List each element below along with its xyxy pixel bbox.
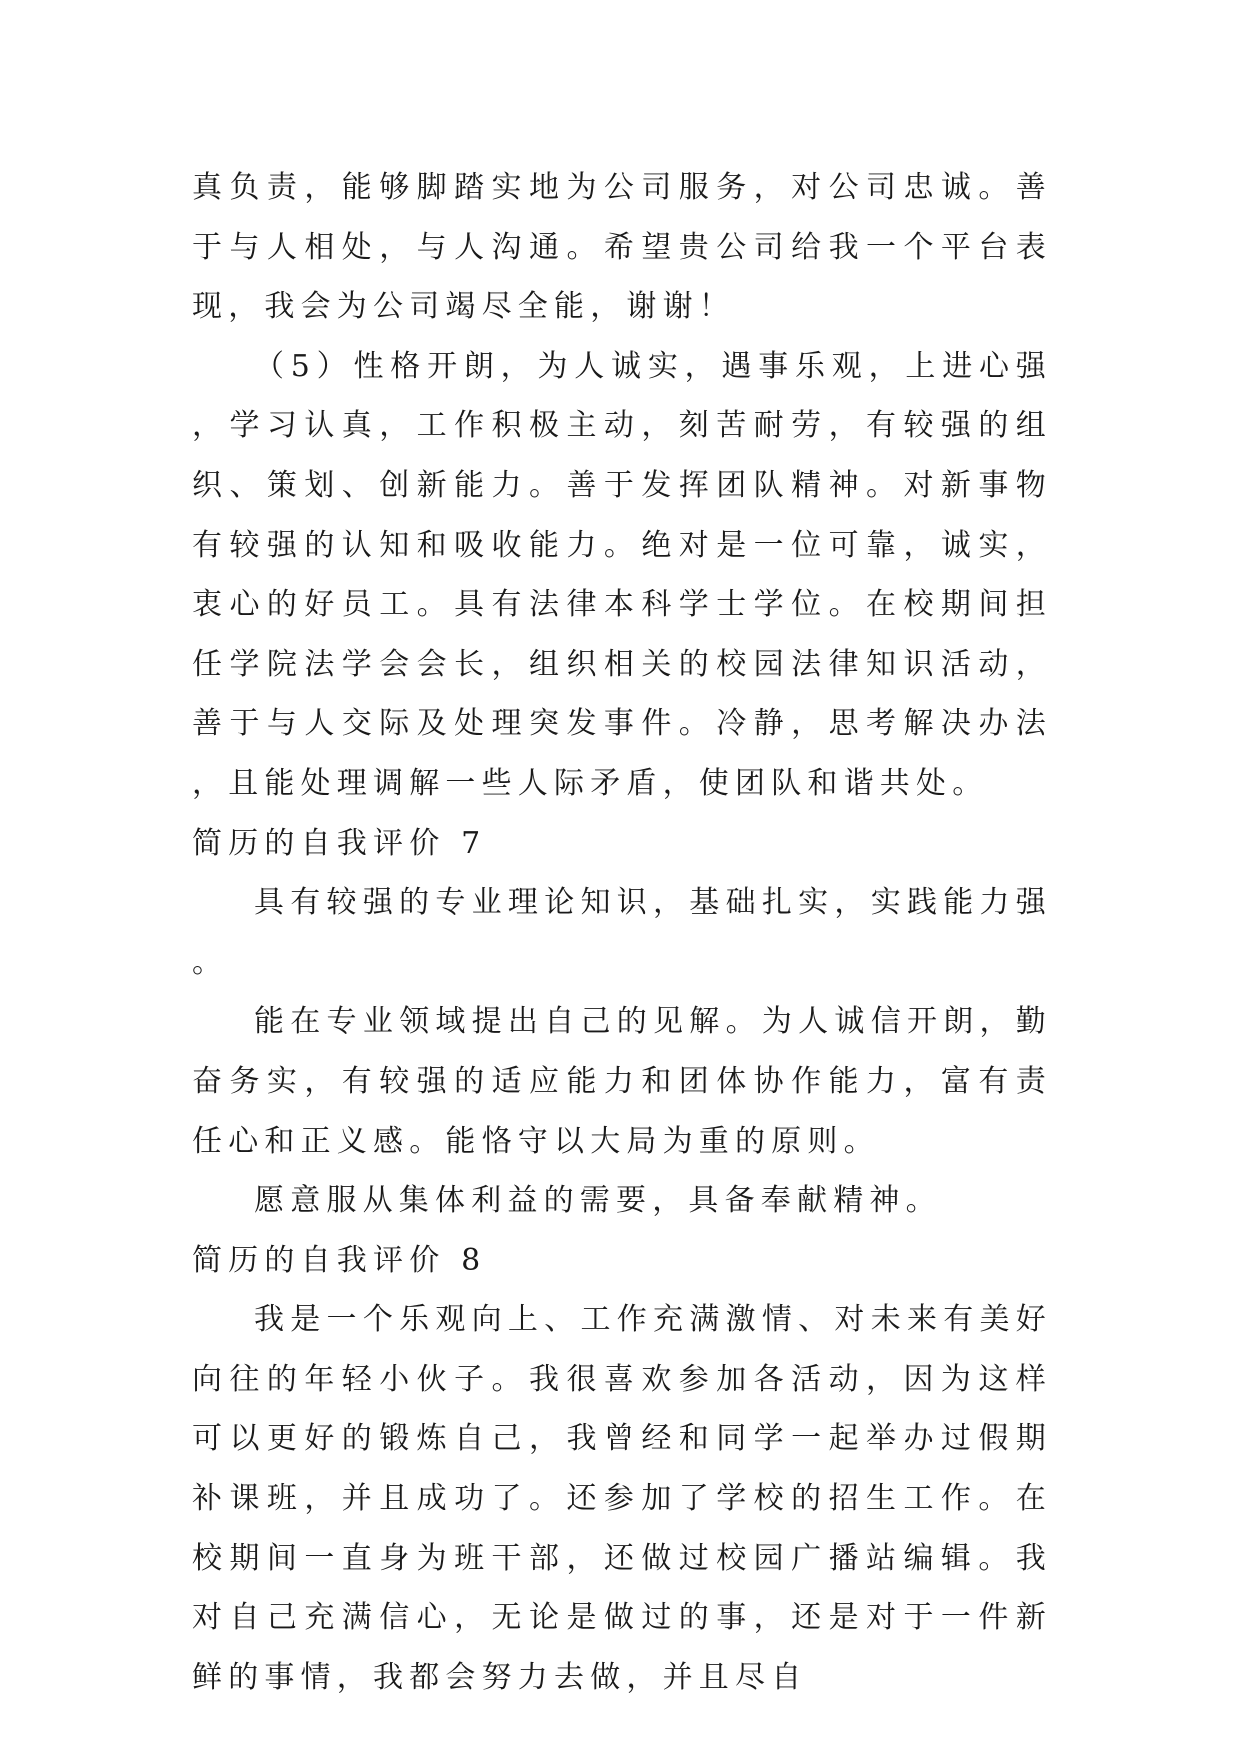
paragraph-optimistic-youth: 我是一个乐观向上、工作充满激情、对未来有美好向往的年轻小伙子。我很喜欢参加各活动，因为这样可以更好的锻炼自己，我曾经和同学一起举办过假期补课班，并且成功了。还参加了学校的招生工作。在校期间一直身为班干部，还做过校园广播站编辑。我对自己充满信心，无论是做过的事，还是对于一件新鲜的事情，我都会努力去做，并且尽自 <box>192 1302 1052 1695</box>
section-heading-self-evaluation-8: 简历的自我评价 8 <box>192 1242 487 1278</box>
document-body <box>192 158 1052 1707</box>
paragraph-continued-intro: 真负责，能够脚踏实地为公司服务，对公司忠诚。善于与人相处，与人沟通。希望贵公司给我一个平台表现，我会为公司竭尽全能，谢谢！ <box>192 170 1052 325</box>
paragraph-personality-5: （5）性格开朗，为人诚实，遇事乐观，上进心强，学习认真，工作积极主动，刻苦耐劳，有较强的组织、策划、创新能力。善于发挥团队精神。对新事物有较强的认知和吸收能力。绝对是一位可靠，诚实，衷心的好员工。具有法律本科学士学位。在校期间担任学院法学会会长，组织相关的校园法律知识活动，善于与人交际及处理突发事件。冷静，思考解决办法，且能处理调解一些人际矛盾，使团队和谐共处。 <box>192 348 1052 801</box>
paragraph-collective-interest: 愿意服从集体利益的需要，具备奉献精神。 <box>254 1183 942 1219</box>
paragraph-professional-knowledge: 具有较强的专业理论知识，基础扎实，实践能力强。 <box>192 885 1052 980</box>
section-heading-self-evaluation-7: 简历的自我评价 7 <box>192 825 487 861</box>
paragraph-professional-insight: 能在专业领域提出自己的见解。为人诚信开朗，勤奋务实，有较强的适应能力和团体协作能力，富有责任心和正义感。能恪守以大局为重的原则。 <box>192 1004 1052 1159</box>
